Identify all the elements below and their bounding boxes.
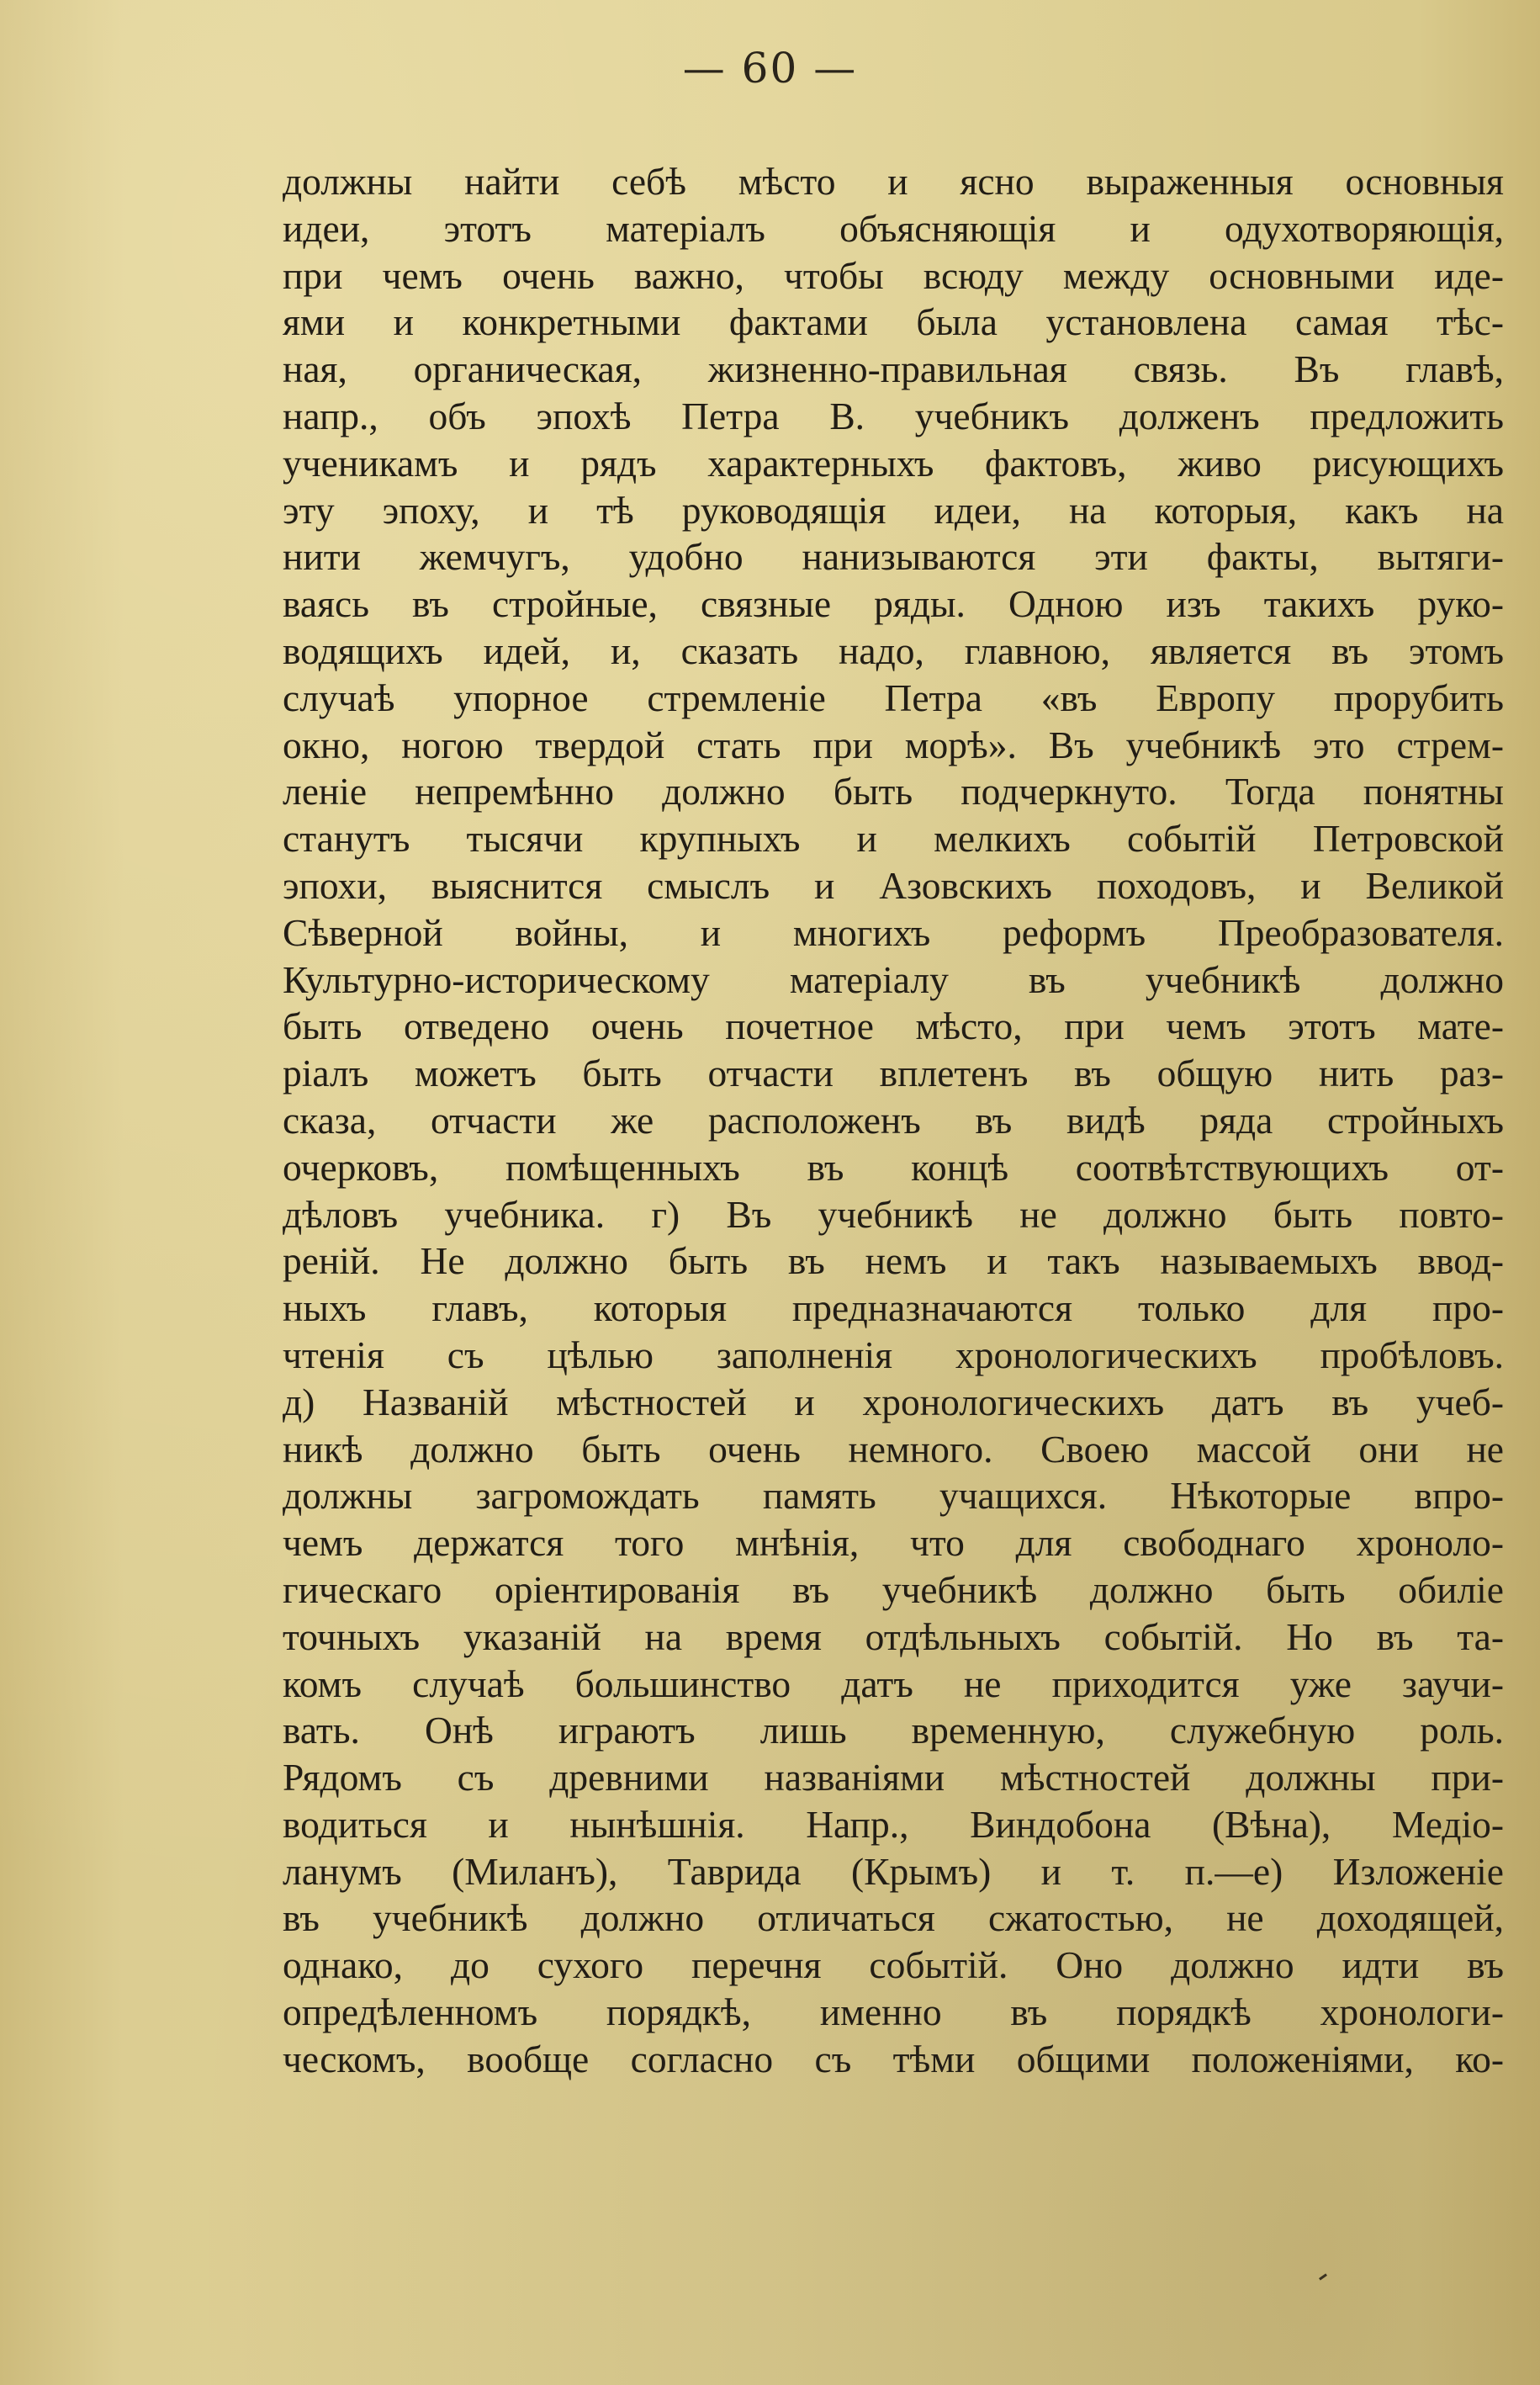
page-number: — 60 —	[682, 44, 858, 93]
text-line: эпохи, выяснится смыслъ и Азовскихъ походовъ, и Великой	[283, 863, 1504, 907]
text-line: вать. Онѣ играютъ лишь временную, служебную роль.	[283, 1709, 1504, 1752]
text-line: однако, до сухого перечня событій. Оно должно идти въ	[283, 1943, 1504, 1987]
text-line: очерковъ, помѣщенныхъ въ концѣ соотвѣтствующихъ от-	[283, 1145, 1504, 1189]
text-line: комъ случаѣ большинство датъ не приходится уже заучи-	[283, 1662, 1504, 1705]
text-line: напр., объ эпохѣ Петра В. учебникъ долженъ предложить	[283, 394, 1504, 437]
text-line: нити жемчугъ, удобно нанизываются эти факты, вытяги-	[283, 535, 1504, 579]
text-line: въ учебникѣ должно отличаться сжатостью, не доходящей,	[283, 1896, 1504, 1940]
text-line: ланумъ (Миланъ), Таврида (Крымъ) и т. п.—е) Изложеніе	[283, 1849, 1504, 1893]
text-line: Культурно-историческому матеріалу въ учебникѣ должно	[283, 957, 1504, 1001]
text-line: случаѣ упорное стремленіе Петра «въ Европу прорубить	[283, 676, 1504, 719]
text-line: станутъ тысячи крупныхъ и мелкихъ событій Петровской	[283, 817, 1504, 861]
text-line: водиться и нынѣшнія. Напр., Виндобона (Вѣна), Медіо-	[283, 1802, 1504, 1846]
text-line: никѣ должно быть очень немного. Своею массой они не	[283, 1427, 1504, 1471]
text-line: ваясь въ стройные, связные ряды. Одною изъ такихъ руко-	[283, 582, 1504, 626]
text-line: реній. Не должно быть въ немъ и такъ называемыхъ ввод-	[283, 1239, 1504, 1283]
text-line: идеи, этотъ матеріалъ объясняющія и одухотворяющія,	[283, 206, 1504, 250]
text-line: должны найти себѣ мѣсто и ясно выраженныя основныя	[283, 160, 1504, 203]
text-line: водящихъ идей, и, сказать надо, главною, является въ этомъ	[283, 628, 1504, 672]
text-line: леніе непремѣнно должно быть подчеркнуто. Тогда понятны	[283, 770, 1504, 814]
text-line: сказа, отчасти же расположенъ въ видѣ ряда стройныхъ	[283, 1098, 1504, 1142]
text-line: опредѣленномъ порядкѣ, именно въ порядкѣ хронологи-	[283, 1990, 1504, 2034]
text-line: должны загромождать память учащихся. Нѣкоторые впро-	[283, 1474, 1504, 1518]
ink-speck	[1319, 2273, 1327, 2280]
text-line: Сѣверной войны, и многихъ реформъ Преобразователя.	[283, 910, 1504, 954]
text-line: чтенія съ цѣлью заполненія хронологическихъ пробѣловъ.	[283, 1333, 1504, 1376]
body-text	[283, 158, 1504, 2083]
text-line: д) Названій мѣстностей и хронологическихъ датъ въ учеб-	[283, 1380, 1504, 1423]
text-line: ная, органическая, жизненно-правильная связь. Въ главѣ,	[283, 347, 1504, 391]
text-line: окно, ногою твердой стать при морѣ». Въ учебникѣ это стрем-	[283, 723, 1504, 766]
text-line: ученикамъ и рядъ характерныхъ фактовъ, живо рисующихъ	[283, 441, 1504, 485]
text-line: Рядомъ съ древними названіями мѣстностей должны при-	[283, 1756, 1504, 1799]
text-line: ями и конкретными фактами была установлена самая тѣс-	[283, 300, 1504, 344]
text-line: гическаго оріентированія въ учебникѣ должно быть обиліе	[283, 1567, 1504, 1611]
text-line: ческомъ, вообще согласно съ тѣми общими положеніями, ко-	[283, 2037, 1504, 2080]
text-line: ныхъ главъ, которыя предназначаются только для про-	[283, 1286, 1504, 1330]
text-line: дѣловъ учебника. г) Въ учебникѣ не должно быть повто-	[283, 1192, 1504, 1236]
text-line: ріалъ можетъ быть отчасти вплетенъ въ общую нить раз-	[283, 1052, 1504, 1095]
text-line: эту эпоху, и тѣ руководящія идеи, на которыя, какъ на	[283, 488, 1504, 532]
text-line: быть отведено очень почетное мѣсто, при чемъ этотъ мате-	[283, 1004, 1504, 1048]
text-line: точныхъ указаній на время отдѣльныхъ событій. Но въ та-	[283, 1614, 1504, 1658]
text-line: чемъ держатся того мнѣнія, что для свободнаго хроноло-	[283, 1521, 1504, 1565]
text-line: при чемъ очень важно, чтобы всюду между основными иде-	[283, 253, 1504, 297]
